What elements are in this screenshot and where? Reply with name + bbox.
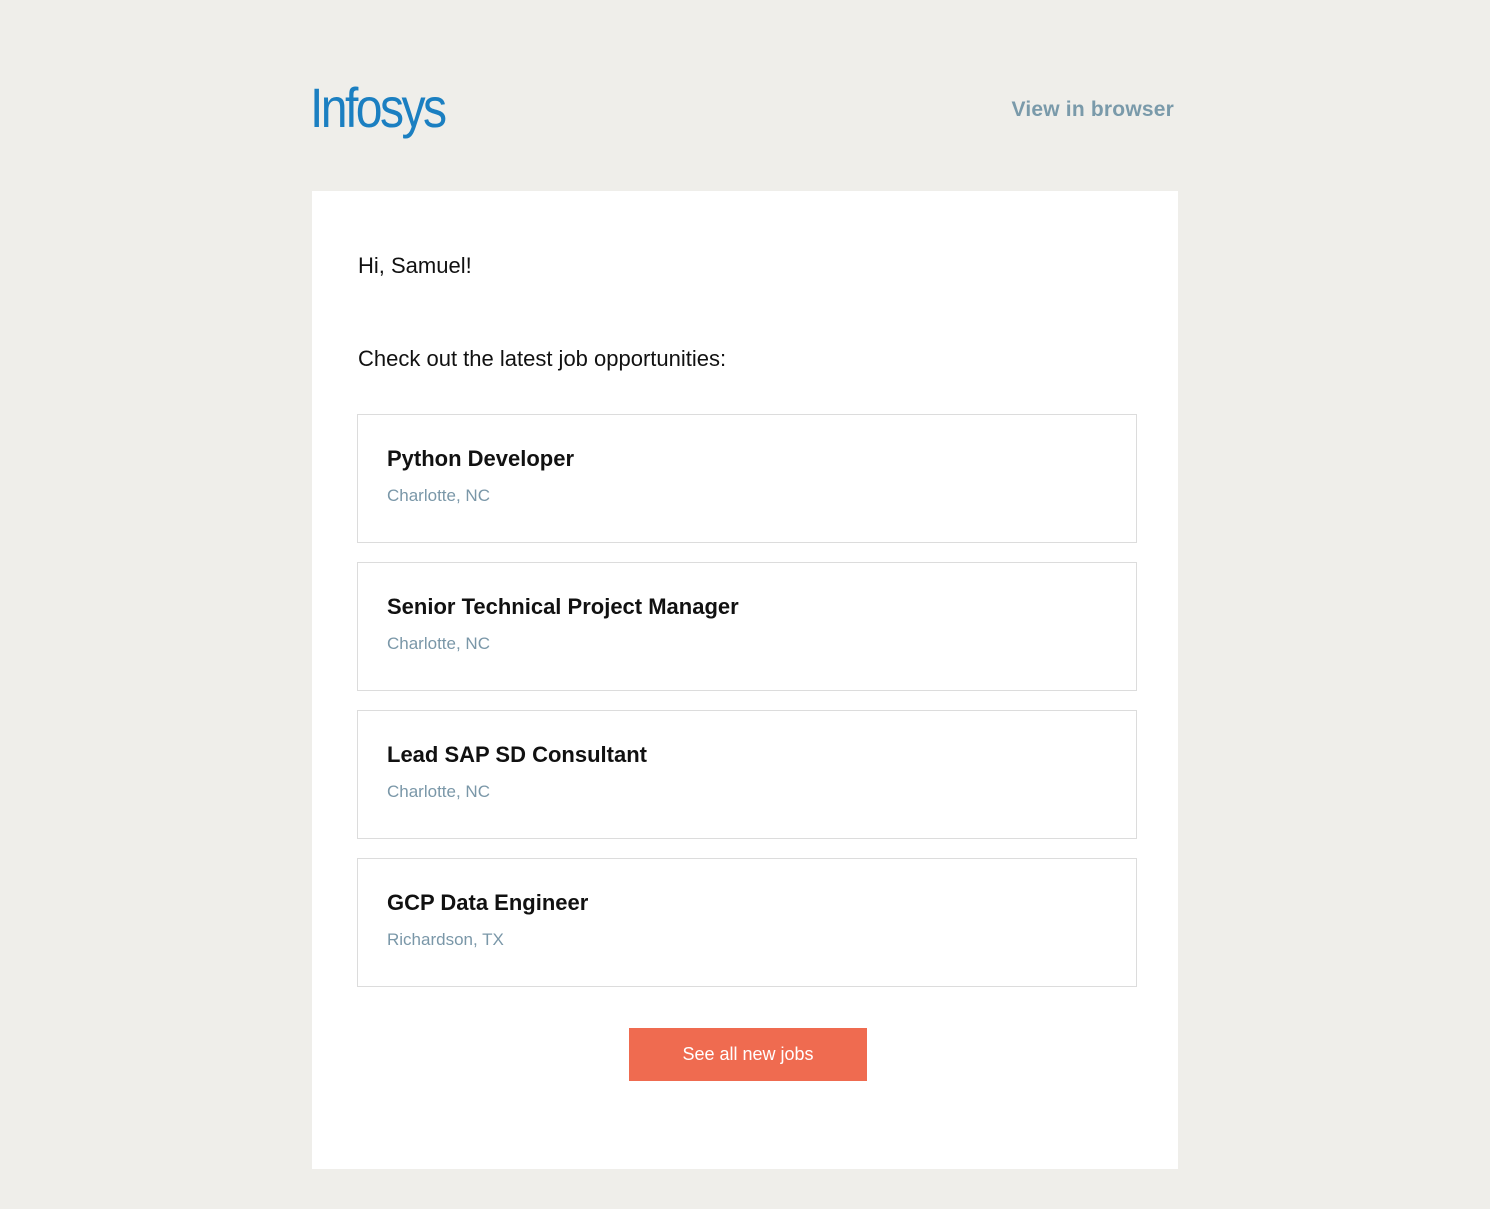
job-card[interactable] [357, 710, 1137, 839]
email-card [312, 191, 1178, 1169]
job-title[interactable]: GCP Data Engineer [387, 890, 589, 915]
view-in-browser-link[interactable]: View in browser [1011, 98, 1174, 121]
job-location: Charlotte, NC [387, 486, 490, 505]
job-card[interactable] [357, 858, 1137, 987]
job-card[interactable] [357, 562, 1137, 691]
infosys-logo[interactable]: Infosys [310, 76, 445, 139]
job-title[interactable]: Python Developer [387, 446, 575, 471]
job-card[interactable] [357, 414, 1137, 543]
job-location: Richardson, TX [387, 930, 504, 949]
email-header [310, 78, 1176, 142]
intro-text: Check out the latest job opportunities: [358, 346, 727, 371]
see-all-new-jobs-button[interactable]: See all new jobs [629, 1028, 867, 1081]
job-location: Charlotte, NC [387, 634, 490, 653]
job-location: Charlotte, NC [387, 782, 490, 801]
greeting-text: Hi, Samuel! [358, 253, 472, 278]
job-title[interactable]: Senior Technical Project Manager [387, 594, 739, 619]
job-title[interactable]: Lead SAP SD Consultant [387, 742, 647, 767]
